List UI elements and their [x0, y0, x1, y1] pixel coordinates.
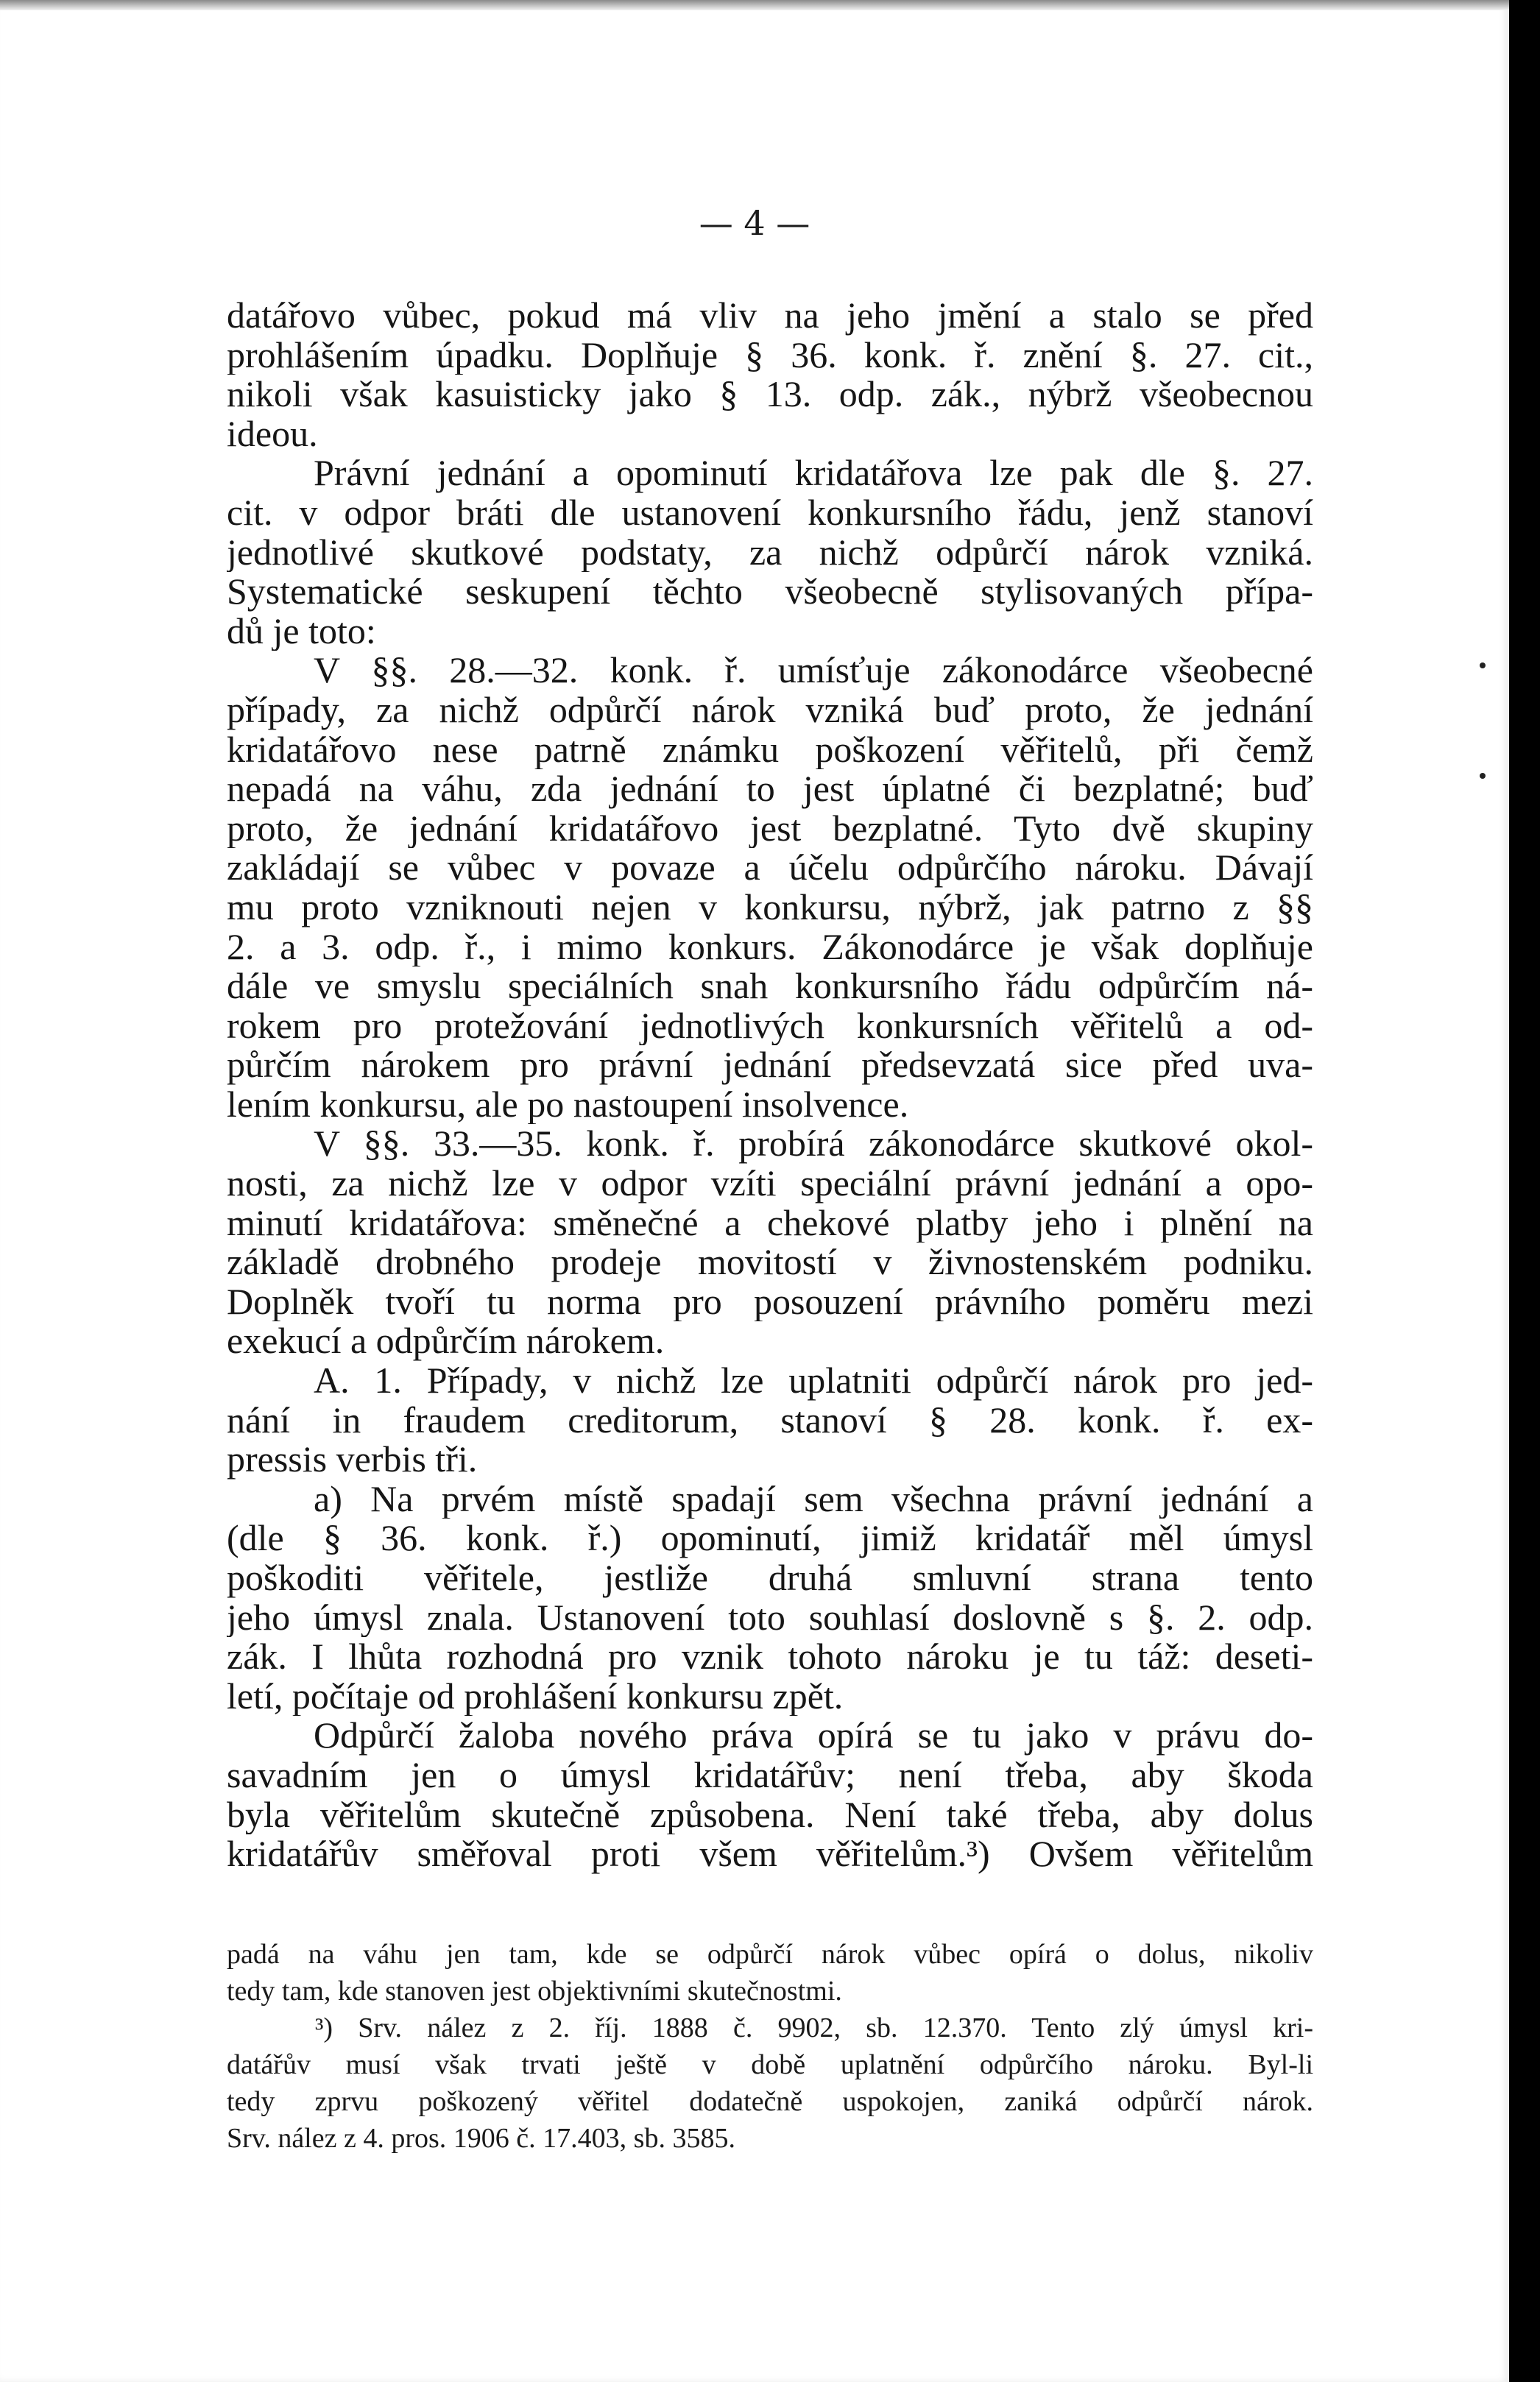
- text-line: poškoditi věřitele, jestliže druhá smluvní strana tento: [227, 1558, 1313, 1598]
- text-line: V §§. 28.—32. konk. ř. umísťuje zákonodárce všeobecné: [314, 651, 1313, 690]
- text-line: savadním jen o úmysl kridatářův; není třeba, aby škoda: [227, 1755, 1313, 1795]
- page-top-edge: [0, 0, 1509, 10]
- text-line: rokem pro protežování jednotlivých konkursních věřitelů a od-: [227, 1006, 1313, 1046]
- paragraph: [227, 1361, 1313, 1480]
- footnote-continuation: [227, 1936, 1313, 2010]
- footnote-line: datářův musí však trvati ještě v době uplatnění odpůrčího nároku. Byl-li: [227, 2049, 1313, 2080]
- footnotes: [227, 1936, 1313, 2157]
- text-line: A. 1. Případy, v nichž lze uplatniti odpůrčí nárok pro jed-: [314, 1361, 1313, 1401]
- text-line: cit. v odpor bráti dle ustanovení konkursního řádu, jenž stanoví: [227, 492, 1313, 533]
- footnote-3: [227, 2010, 1313, 2157]
- text-line: jednotlivé skutkové podstaty, za nichž odpůrčí nárok vzniká.: [227, 532, 1313, 573]
- text-line: minutí kridatářova: směnečné a chekové platby jeho i plnění na: [227, 1203, 1313, 1243]
- paragraph: [227, 453, 1313, 651]
- footnote-line: tedy zprvu poškozený věřitel dodatečně uspokojen, zaniká odpůrčí nárok.: [227, 2086, 1313, 2117]
- text-line: exekucí a odpůrčím nárokem.: [227, 1321, 665, 1362]
- text-line: základě drobného prodeje movitostí v živnostenském podniku.: [227, 1243, 1313, 1282]
- text-line: 2. a 3. odp. ř., i mimo konkurs. Zákonodárce je však doplňuje: [227, 927, 1313, 967]
- text-line: letí, počítaje od prohlášení konkursu zpět.: [227, 1676, 844, 1717]
- footnote-line: tedy tam, kde stanoven jest objektivními skutečnostmi.: [227, 1976, 842, 2007]
- text-line: nosti, za nichž lze v odpor vzíti speciální právní jednání a opo-: [227, 1164, 1313, 1204]
- text-line: Právní jednání a opominutí kridatářova lze pak dle §. 27.: [314, 453, 1313, 493]
- text-line: zák. I lhůta rozhodná pro vznik tohoto nároku je tu táž: deseti-: [227, 1637, 1313, 1677]
- text-line: datářovo vůbec, pokud má vliv na jeho jmění a stalo se před: [227, 296, 1313, 336]
- text-line: jeho úmysl znala. Ustanovení toto souhlasí doslovně s §. 2. odp.: [227, 1597, 1313, 1638]
- text-line: půrčím nárokem pro právní jednání předsevzatá sice před uva-: [227, 1045, 1313, 1085]
- edge-dot: [1480, 662, 1486, 668]
- footnote-line: ³) Srv. nález z 2. říj. 1888 č. 9902, sb. 12.370. Tento zlý úmysl kri-: [315, 2012, 1313, 2043]
- paragraph: [227, 1716, 1313, 1873]
- text-line: Doplněk tvoří tu norma pro posouzení právního poměru mezi: [227, 1282, 1313, 1322]
- text-line: pressis verbis tři.: [227, 1440, 478, 1480]
- text-line: případy, za nichž odpůrčí nárok vzniká buď proto, že jednání: [227, 690, 1313, 730]
- paragraph: [227, 1124, 1313, 1361]
- text-line: nikoli však kasuisticky jako § 13. odp. zák., nýbrž všeobecnou: [227, 375, 1313, 414]
- text-line: kridatářův směřoval proti všem věřitelům.³) Ovšem věřitelům: [227, 1834, 1313, 1874]
- text-line: zakládají se vůbec v povaze a účelu odpůrčího nároku. Dávají: [227, 848, 1313, 888]
- paragraph: [227, 296, 1313, 453]
- text-line: dů je toto:: [227, 611, 376, 651]
- page-edge-marks: [1477, 0, 1491, 2382]
- paragraph: [227, 651, 1313, 1124]
- text-line: (dle § 36. konk. ř.) opominutí, jimiž kridatář měl úmysl: [227, 1519, 1313, 1558]
- footnote-line: padá na váhu jen tam, kde se odpůrčí nárok vůbec opírá o dolus, nikoliv: [227, 1939, 1313, 1970]
- text-line: Odpůrčí žaloba nového práva opírá se tu jako v právu do-: [314, 1716, 1313, 1756]
- paragraph: [227, 1480, 1313, 1717]
- text-line: proto, že jednání kridatářovo jest bezplatné. Tyto dvě skupiny: [227, 808, 1313, 849]
- edge-dot: [1480, 773, 1486, 779]
- text-line: nání in fraudem creditorum, stanoví § 28. konk. ř. ex-: [227, 1400, 1313, 1441]
- main-text: [227, 296, 1313, 1874]
- text-line: ideou.: [227, 414, 318, 454]
- text-line: lením konkursu, ale po nastoupení insolvence.: [227, 1084, 909, 1125]
- text-line: dále ve smyslu speciálních snah konkursního řádu odpůrčím ná-: [227, 966, 1313, 1006]
- text-line: byla věřitelům skutečně způsobena. Není také třeba, aby dolus: [227, 1795, 1313, 1835]
- text-line: nepadá na váhu, zda jednání to jest úplatné či bezplatné; buď: [227, 769, 1313, 809]
- footnote-line: Srv. nález z 4. pros. 1906 č. 17.403, sb. 3585.: [227, 2123, 735, 2154]
- text-line: Systematické seskupení těchto všeobecně stylisovaných přípa-: [227, 572, 1313, 612]
- text-line: a) Na prvém místě spadají sem všechna právní jednání a: [314, 1479, 1313, 1519]
- text-line: V §§. 33.—35. konk. ř. probírá zákonodárce skutkové okol-: [314, 1124, 1313, 1165]
- text-line: kridatářovo nese patrně známku poškození věřitelů, při čemž: [227, 729, 1313, 770]
- text-line: prohlášením úpadku. Doplňuje § 36. konk. ř. znění §. 27. cit.,: [227, 335, 1313, 375]
- page-number: — 4 —: [699, 203, 810, 243]
- text-line: mu proto vzniknouti nejen v konkursu, nýbrž, jak patrno z §§: [227, 887, 1313, 927]
